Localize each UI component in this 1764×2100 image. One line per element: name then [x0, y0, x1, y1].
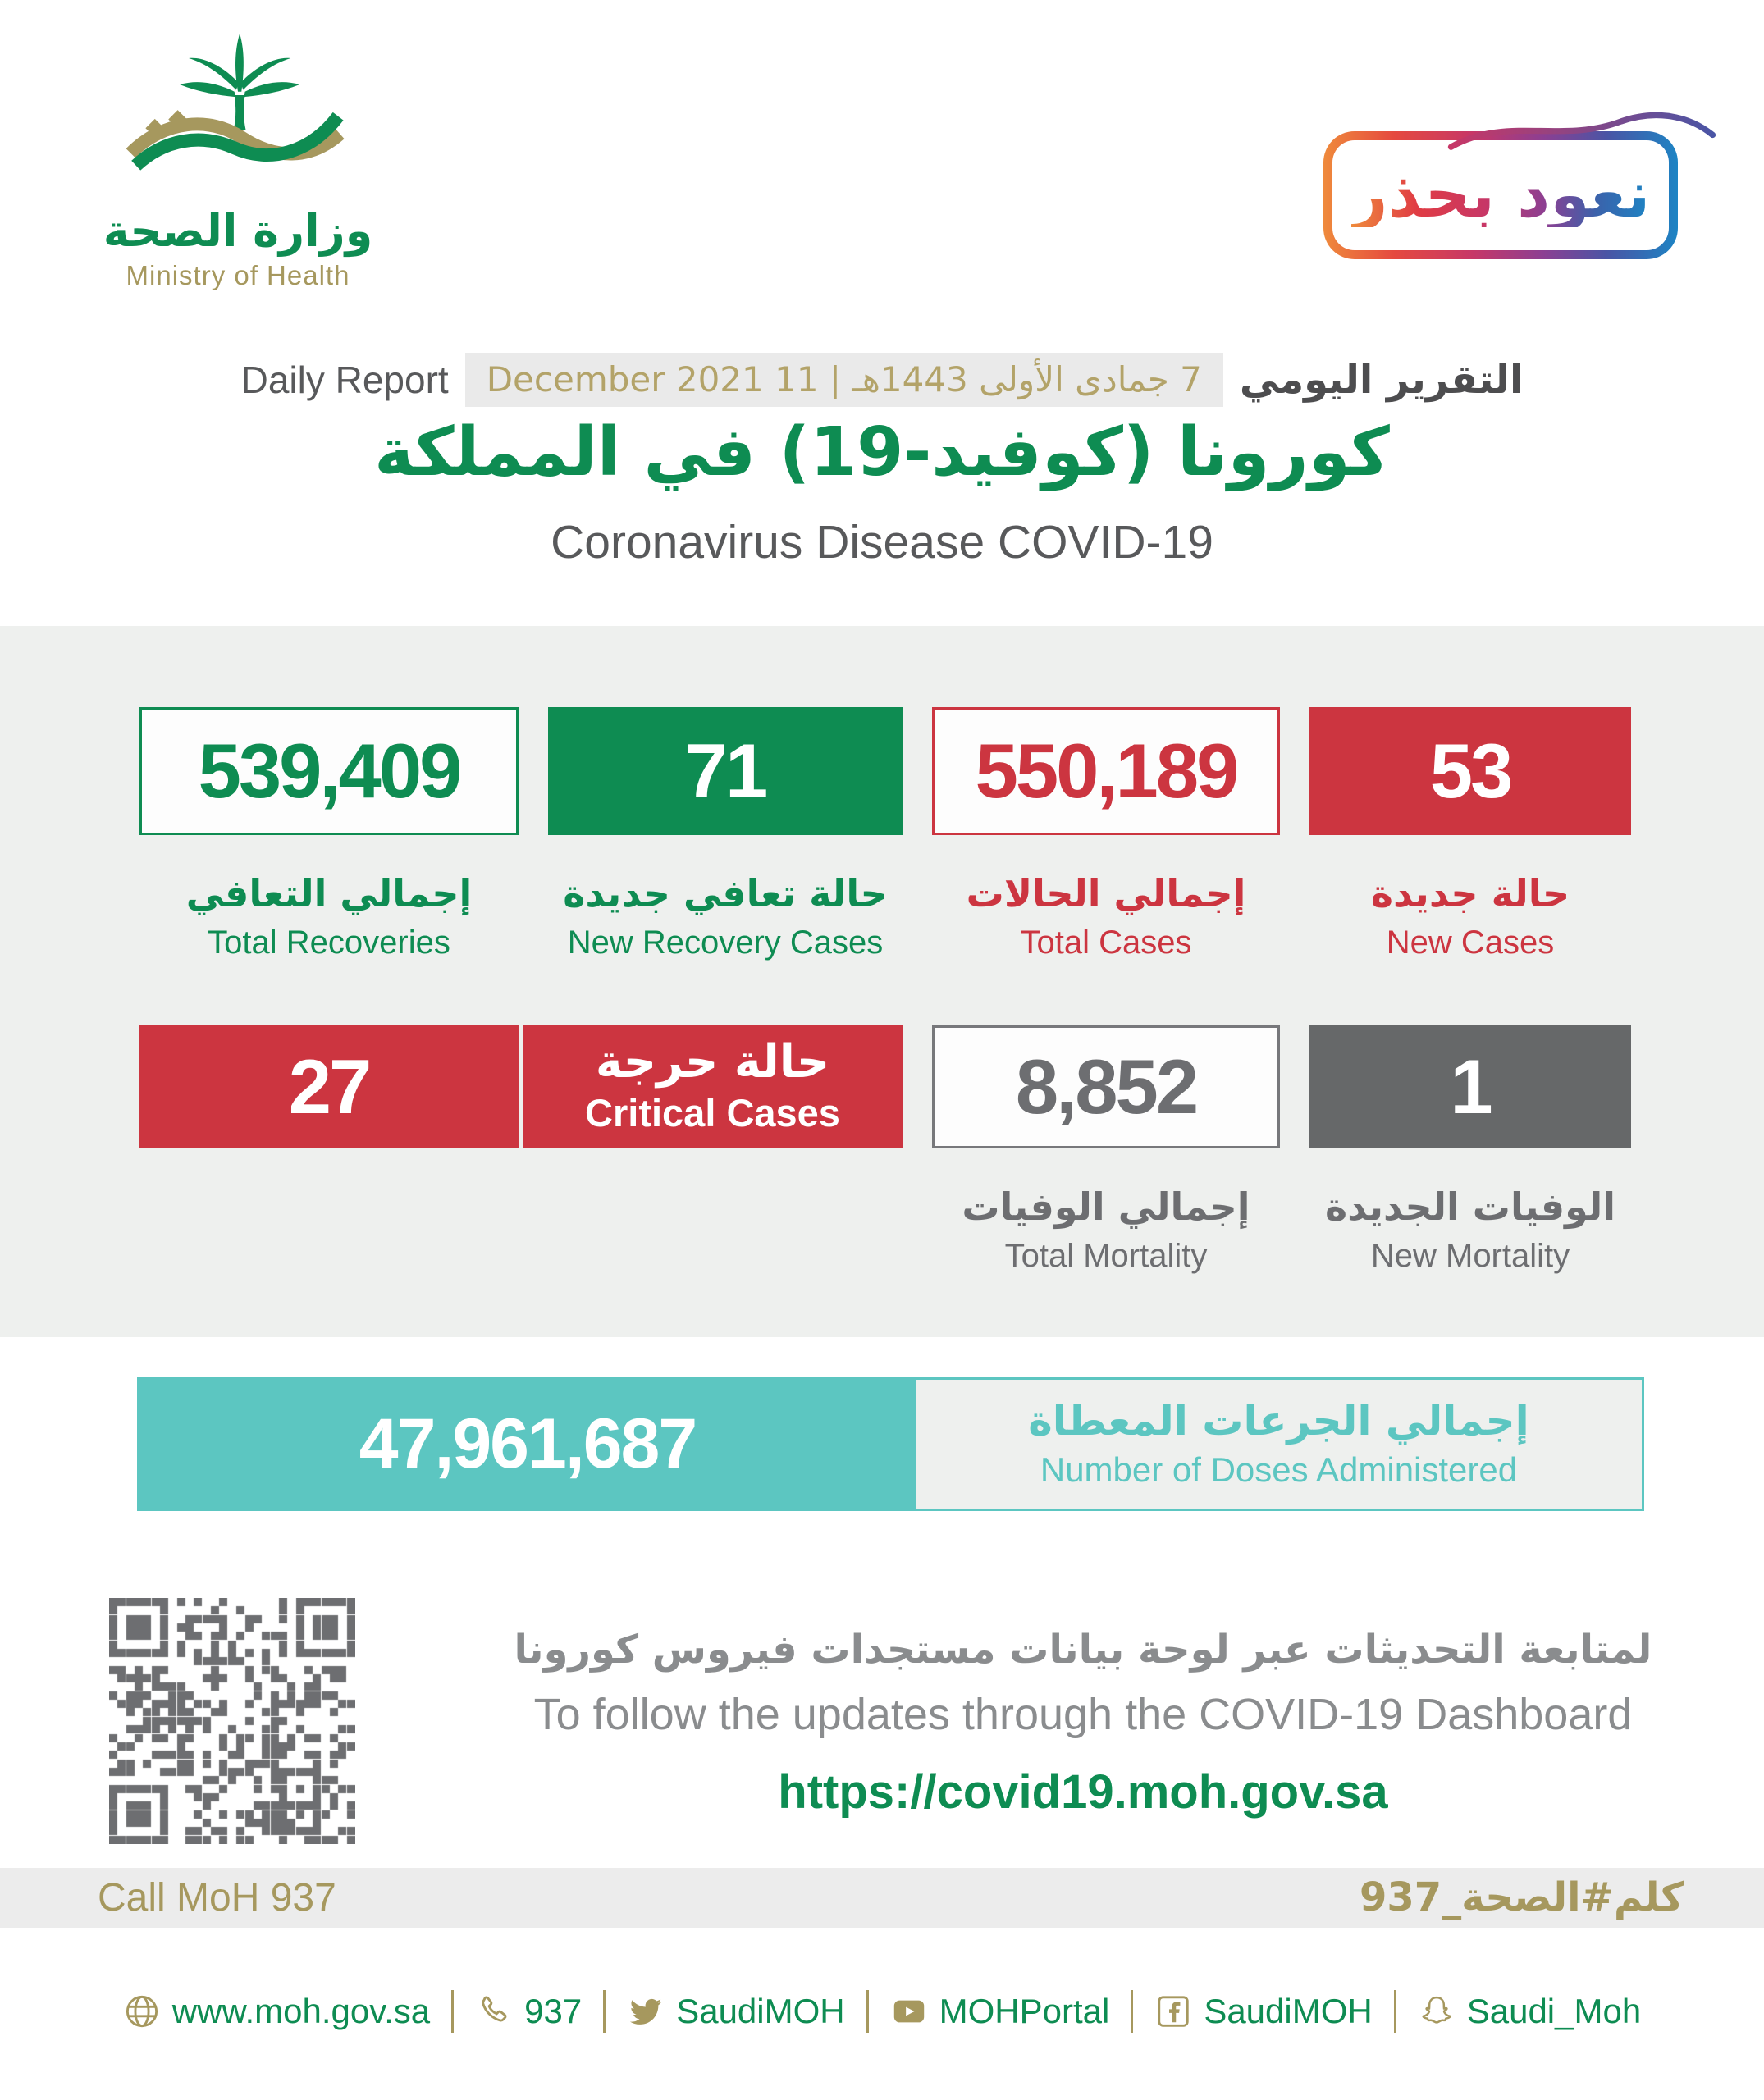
- new-recoveries-value: 71: [548, 707, 903, 835]
- stat-total-recoveries: [139, 707, 519, 961]
- critical-cases-label: [523, 1025, 903, 1148]
- footer-item-label: MOHPortal: [939, 1992, 1110, 2030]
- total-mortality-label-en: Total Mortality: [1004, 1237, 1208, 1274]
- dashboard-line-english: To follow the updates through the COVID-19 Dashboard: [533, 1689, 1633, 1739]
- youtube-icon: [890, 1993, 928, 2030]
- social-footer: [0, 1988, 1764, 2034]
- report-header-row: [0, 353, 1764, 407]
- dashboard-line-arabic: لمتابعة التحديثات عبر لوحة بيانات مستجدات فيروس كورونا: [514, 1627, 1652, 1673]
- qr-code: [109, 1598, 355, 1844]
- daily-report-label-ar: التقرير اليومي: [1239, 357, 1524, 404]
- twitter-icon: [627, 1993, 665, 2030]
- globe-icon: [123, 1993, 161, 2030]
- new-mortality-label-ar: الوفيات الجديدة: [1324, 1185, 1616, 1229]
- stat-new-recoveries: [548, 707, 903, 961]
- critical-cases-label-en: Critical Cases: [585, 1090, 840, 1134]
- stats-row-2: [139, 1025, 1631, 1275]
- report-date: 7 جمادى الأولى 1443هـ | 11 December 2021: [465, 353, 1223, 407]
- footer-item-label: SaudiMOH: [1204, 1992, 1373, 2030]
- total-cases-label-ar: إجمالي الحالات: [966, 871, 1246, 915]
- doses-label-ar: إجمالي الجرعات المعطاة: [1028, 1397, 1529, 1445]
- new-cases-label-en: New Cases: [1386, 924, 1555, 961]
- footer-item-label: SaudiMOH: [676, 1992, 845, 2030]
- footer-item-phone[interactable]: [451, 1990, 603, 2033]
- critical-cases-label-ar: حالة حرجة: [595, 1035, 830, 1089]
- page-title-english: Coronavirus Disease COVID-19: [551, 516, 1213, 568]
- footer-item-label: Saudi_Moh: [1466, 1992, 1642, 2030]
- new-recoveries-label-en: New Recovery Cases: [567, 924, 884, 961]
- total-cases-label-en: Total Cases: [1020, 924, 1192, 961]
- new-mortality-value: 1: [1309, 1025, 1631, 1148]
- doses-label-en: Number of Doses Administered: [1040, 1450, 1518, 1489]
- stat-total-cases: [932, 707, 1280, 961]
- total-cases-value: 550,189: [932, 707, 1280, 835]
- stat-new-cases: [1309, 707, 1631, 961]
- new-cases-label-ar: حالة جديدة: [1370, 871, 1570, 915]
- dashboard-info: [402, 1627, 1764, 1819]
- doses-label: [916, 1380, 1642, 1509]
- footer-item-label: www.moh.gov.sa: [171, 1992, 431, 2030]
- footer-item-facebook[interactable]: [1131, 1990, 1393, 2033]
- stats-section: [0, 626, 1764, 1337]
- critical-cases-value: 27: [139, 1025, 519, 1148]
- footer-item-twitter[interactable]: [603, 1990, 866, 2033]
- page-title-arabic: كورونا (كوفيد-19) في المملكة: [374, 413, 1390, 491]
- call-moh-label: Call MoH 937: [98, 1876, 336, 1920]
- badge-text: نعود بحذر: [1350, 158, 1651, 232]
- stat-critical-cases: [139, 1025, 903, 1275]
- new-cases-value: 53: [1309, 707, 1631, 835]
- doses-value: 47,961,687: [139, 1380, 916, 1509]
- stat-new-mortality: [1309, 1025, 1631, 1275]
- footer-item-snapchat[interactable]: [1394, 1990, 1662, 2033]
- total-mortality-value: 8,852: [932, 1025, 1280, 1148]
- new-mortality-label-en: New Mortality: [1370, 1237, 1570, 1274]
- phone-icon: [475, 1993, 513, 2030]
- snapchat-icon: [1418, 1993, 1456, 2030]
- moh-name-arabic: وزارة الصحة: [103, 205, 373, 257]
- stat-total-mortality: [932, 1025, 1280, 1275]
- call-moh-hashtag: كلم#الصحة_937: [1359, 1874, 1684, 1920]
- daily-report-label-en: Daily Report: [240, 358, 449, 402]
- dashboard-url-link[interactable]: https://covid19.moh.gov.sa: [778, 1764, 1388, 1819]
- return-with-caution-badge: [1323, 131, 1678, 259]
- new-recoveries-label-ar: حالة تعافي جديدة: [563, 871, 888, 915]
- badge-inner: [1332, 140, 1669, 250]
- moh-name-english: Ministry of Health: [126, 260, 350, 290]
- footer-item-youtube[interactable]: [866, 1990, 1131, 2033]
- doses-administered-bar: [137, 1377, 1644, 1511]
- footer-item-website[interactable]: [102, 1990, 451, 2033]
- moh-logo: [45, 23, 431, 291]
- stats-row-1: [139, 707, 1631, 961]
- call-moh-band: [0, 1868, 1764, 1928]
- total-recoveries-value: 539,409: [139, 707, 519, 835]
- total-recoveries-label-en: Total Recoveries: [208, 924, 450, 961]
- moh-palm-logo-icon: [115, 23, 361, 203]
- total-recoveries-label-ar: إجمالي التعافي: [185, 871, 473, 915]
- footer-item-label: 937: [524, 1992, 583, 2030]
- total-mortality-label-ar: إجمالي الوفيات: [962, 1185, 1250, 1229]
- facebook-icon: [1154, 1993, 1192, 2030]
